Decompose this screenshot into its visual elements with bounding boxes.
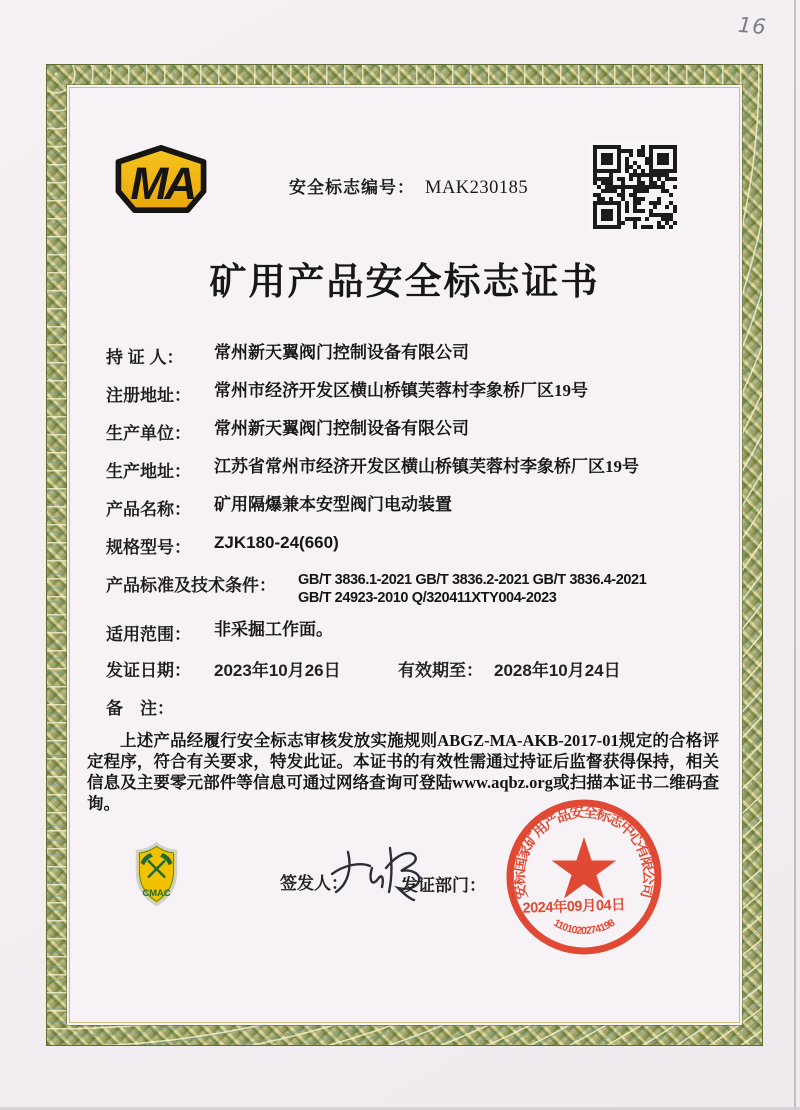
field-label: 产品标准及技术条件： xyxy=(106,576,276,595)
remark-label: 备 注： xyxy=(106,699,174,718)
issue-date-value: 2023年10月26日 xyxy=(214,661,341,680)
field-row xyxy=(106,381,723,406)
field-value: 非采掘工作面。 xyxy=(214,620,333,639)
official-red-seal-stamp xyxy=(506,799,662,955)
seal-ring-text: 安标国家矿用产品安全标志中心有限公司 xyxy=(511,804,657,901)
svg-text:1101020274198 xyxy=(551,917,617,937)
field-row xyxy=(106,495,723,520)
field-label: 持 证 人： xyxy=(106,348,184,367)
paper-sheet xyxy=(67,85,742,1025)
field-row xyxy=(106,620,723,645)
issue-date-label: 发证日期： xyxy=(106,661,191,680)
field-row xyxy=(106,457,723,482)
certificate-number-label: 安全标志编号： xyxy=(289,178,415,197)
field-value: 常州新天翼阀门控制设备有限公司 xyxy=(214,419,469,438)
ma-logo-letters: MA xyxy=(130,157,194,209)
field-value: ZJK180-24(660) xyxy=(214,533,339,552)
ornate-border xyxy=(46,64,763,1046)
valid-until-label: 有效期至： xyxy=(398,661,483,680)
ma-mining-safety-logo-icon xyxy=(111,144,211,214)
conformity-statement: 上述产品经履行安全标志审核发放实施规则ABGZ-MA-AKB-2017-01规定的合格评定程序，符合有关要求，特发此证。本证书的有效性需通过持证后监督获得保持，相关信息及主要零元部件等信息可通过网络查询可登陆www.aqbz.org或扫描本证书二维码查询。 xyxy=(87,731,719,813)
dates-row xyxy=(106,656,723,681)
valid-until-value: 2028年10月24日 xyxy=(494,661,621,680)
field-value: 矿用隔爆兼本安型阀门电动装置 xyxy=(214,495,452,514)
seal-registration-number: 1101020274198 xyxy=(551,916,618,938)
remark-row xyxy=(106,694,723,719)
field-row xyxy=(106,419,723,444)
certificate-title: 矿用产品安全标志证书 xyxy=(209,262,600,303)
field-value: 江苏省常州市经济开发区横山桥镇芙蓉村李象桥厂区19号 xyxy=(214,457,639,476)
field-label: 生产地址： xyxy=(106,462,191,481)
field-value: GB/T 3836.1-2021 GB/T 3836.2-2021 GB/T 3836.4-2021 GB/T 24923-2010 Q/320411XTY004-2023 xyxy=(298,572,647,606)
field-row xyxy=(106,343,723,368)
certificate-number-value: MAK230185 xyxy=(425,178,529,198)
signer-label: 签发人： xyxy=(280,874,348,893)
field-label: 规格型号： xyxy=(106,538,191,557)
field-label: 产品名称： xyxy=(106,500,191,519)
field-value: 常州新天翼阀门控制设备有限公司 xyxy=(214,343,469,362)
qr-code-icon xyxy=(589,141,681,233)
field-label: 适用范围： xyxy=(106,625,191,644)
certificate-number-line xyxy=(289,173,528,199)
issuing-department-label: 发证部门： xyxy=(401,876,486,895)
field-row xyxy=(106,571,723,607)
seal-star-icon xyxy=(552,837,617,899)
field-row xyxy=(106,533,723,558)
seal-date: 2024年09月04日 xyxy=(522,897,626,917)
field-label: 生产单位： xyxy=(106,424,191,443)
certificate-fields xyxy=(106,343,723,732)
field-value: 常州市经济开发区横山桥镇芙蓉村李象桥厂区19号 xyxy=(214,381,588,400)
certificate-content xyxy=(69,87,740,1023)
field-label: 注册地址： xyxy=(106,386,191,405)
scan-edge-line xyxy=(794,0,796,1110)
cmac-shield-badge-icon xyxy=(133,839,180,913)
handwritten-page-number: 16 xyxy=(737,12,768,40)
cmac-badge-text: CMAC xyxy=(142,887,171,899)
